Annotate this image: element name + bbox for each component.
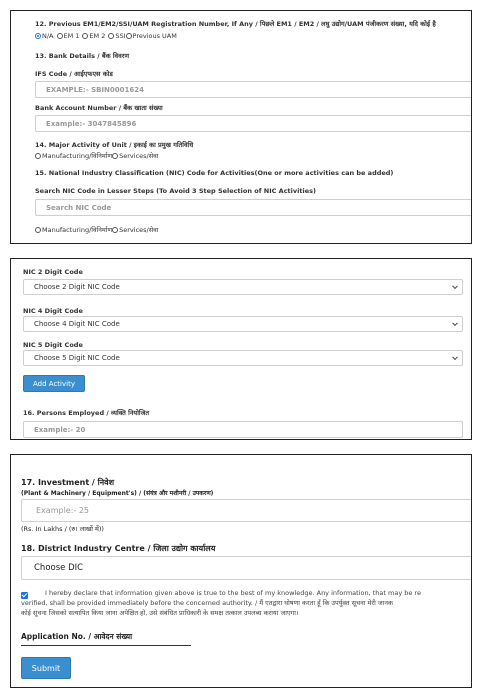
q18-label: 18. District Industry Centre / जिला उद्योग कार्यालय: [21, 544, 216, 553]
dic-select[interactable]: Choose DIC: [21, 556, 472, 580]
radio-em2-label: EM 2: [89, 32, 106, 40]
nic2-label: NIC 2 Digit Code: [23, 268, 83, 276]
chevron-down-icon: [452, 354, 458, 360]
chevron-down-icon: [452, 283, 458, 289]
persons-employed-input[interactable]: Example:- 20: [23, 421, 463, 438]
declaration-checkbox[interactable]: [21, 592, 28, 599]
account-number-label: Bank Account Number / बैंक खाता संख्या: [35, 104, 163, 112]
radio-em2[interactable]: [82, 33, 88, 39]
radio-na-label: N/A: [42, 32, 54, 40]
add-activity-button[interactable]: Add Activity: [23, 375, 85, 392]
investment-input[interactable]: Example:- 25: [21, 499, 472, 522]
nic-search-label: Search NIC Code in Lesser Steps (To Avoid 3 Step Selection of NIC Activities): [35, 187, 316, 195]
radio-services-label: Services/सेवा: [119, 152, 159, 160]
application-number-underline: [21, 645, 191, 646]
nic5-select[interactable]: [23, 350, 463, 366]
radio-manufacturing-2-label: Manufacturing/विनिर्माण: [42, 226, 113, 234]
radio-previous-uam[interactable]: [126, 33, 132, 39]
ifs-code-input[interactable]: EXAMPLE:- SBIN0001624: [35, 81, 472, 98]
q12-options: [35, 32, 177, 40]
q16-label: 16. Persons Employed / व्यक्ति नियोजित: [23, 409, 150, 417]
q14-label: 14. Major Activity of Unit / इकाई का प्रमुख गतिविधि: [35, 141, 194, 149]
nic4-label: NIC 4 Digit Code: [23, 307, 83, 315]
q17-sublabel: (Plant & Machinery / Equipment's) / (संयंत्र और मशीनरी / उपकरण): [21, 490, 214, 497]
nic4-select-value: Choose 4 Digit NIC Code: [34, 320, 120, 328]
activity-options-2: [35, 225, 158, 234]
declaration-line-3: कोई सूचना जिसको सत्यापित किया जाना अपेक्षित हो, उसे संबंधित प्राधिकारी के समक्ष तत्काल उपलब्ध कराया जाएगा।: [21, 609, 299, 617]
radio-ssi-label: SSI: [115, 32, 126, 40]
investment-submit-panel: [10, 454, 472, 688]
q13-label: 13. Bank Details / बैंक विवरण: [35, 52, 130, 60]
nic2-select-value: Choose 2 Digit NIC Code: [34, 283, 120, 291]
nic4-select[interactable]: [23, 316, 463, 332]
nic2-select[interactable]: [23, 279, 463, 295]
nic5-select-value: Choose 5 Digit NIC Code: [34, 354, 120, 362]
q15-label: 15. National Industry Classification (NIC) Code for Activities(One or more activities can be added): [35, 169, 394, 177]
nic5-label: NIC 5 Digit Code: [23, 341, 83, 349]
nic-search-input[interactable]: Search NIC Code: [35, 199, 472, 216]
radio-ssi[interactable]: [108, 33, 114, 39]
chevron-down-icon: [452, 320, 458, 326]
ifs-code-label: IFS Code / आईएफएस कोड: [35, 70, 113, 78]
declaration-line-1: I hereby declare that information given above is true to the best of my knowledge. Any information, that may be re: [45, 589, 421, 597]
q17-label: 17. Investment / निवेश: [21, 478, 115, 487]
radio-manufacturing[interactable]: [35, 153, 41, 159]
application-number-label: Application No. / आवेदन संख्या: [21, 632, 133, 641]
radio-previous-uam-label: Previous UAM: [132, 32, 177, 40]
activity-options: [35, 151, 158, 160]
radio-manufacturing-label: Manufacturing/विनिर्माण: [42, 152, 113, 160]
lakhs-note: (Rs. In Lakhs / (रु। लाखों में)): [21, 525, 104, 533]
submit-button[interactable]: Submit: [21, 657, 71, 679]
radio-manufacturing-2[interactable]: [35, 227, 41, 233]
radio-services-2-label: Services/सेवा: [119, 226, 159, 234]
radio-em1-label: EM 1: [63, 32, 80, 40]
radio-na[interactable]: [35, 33, 41, 39]
nic-code-panel: [10, 258, 472, 440]
q12-label: 12. Previous EM1/EM2/SSI/UAM Registration Number, If Any / पिछले EM1 / EM2 / लघु उद्योग/UAM पंजीकरण संख्या, यदि कोई है: [35, 20, 436, 28]
account-number-input[interactable]: Example:- 3047845896: [35, 115, 472, 132]
radio-services[interactable]: [112, 153, 118, 159]
declaration-line-2: verified, shall be provided immediately before the concerned authority. / मैं एतद्वारा घोषणा करता हूँ कि उपर्युक्त सूचना मेरी जानक: [21, 599, 393, 607]
radio-services-2[interactable]: [112, 227, 118, 233]
radio-em1[interactable]: [57, 33, 63, 39]
registration-bank-activity-panel: [10, 10, 472, 244]
